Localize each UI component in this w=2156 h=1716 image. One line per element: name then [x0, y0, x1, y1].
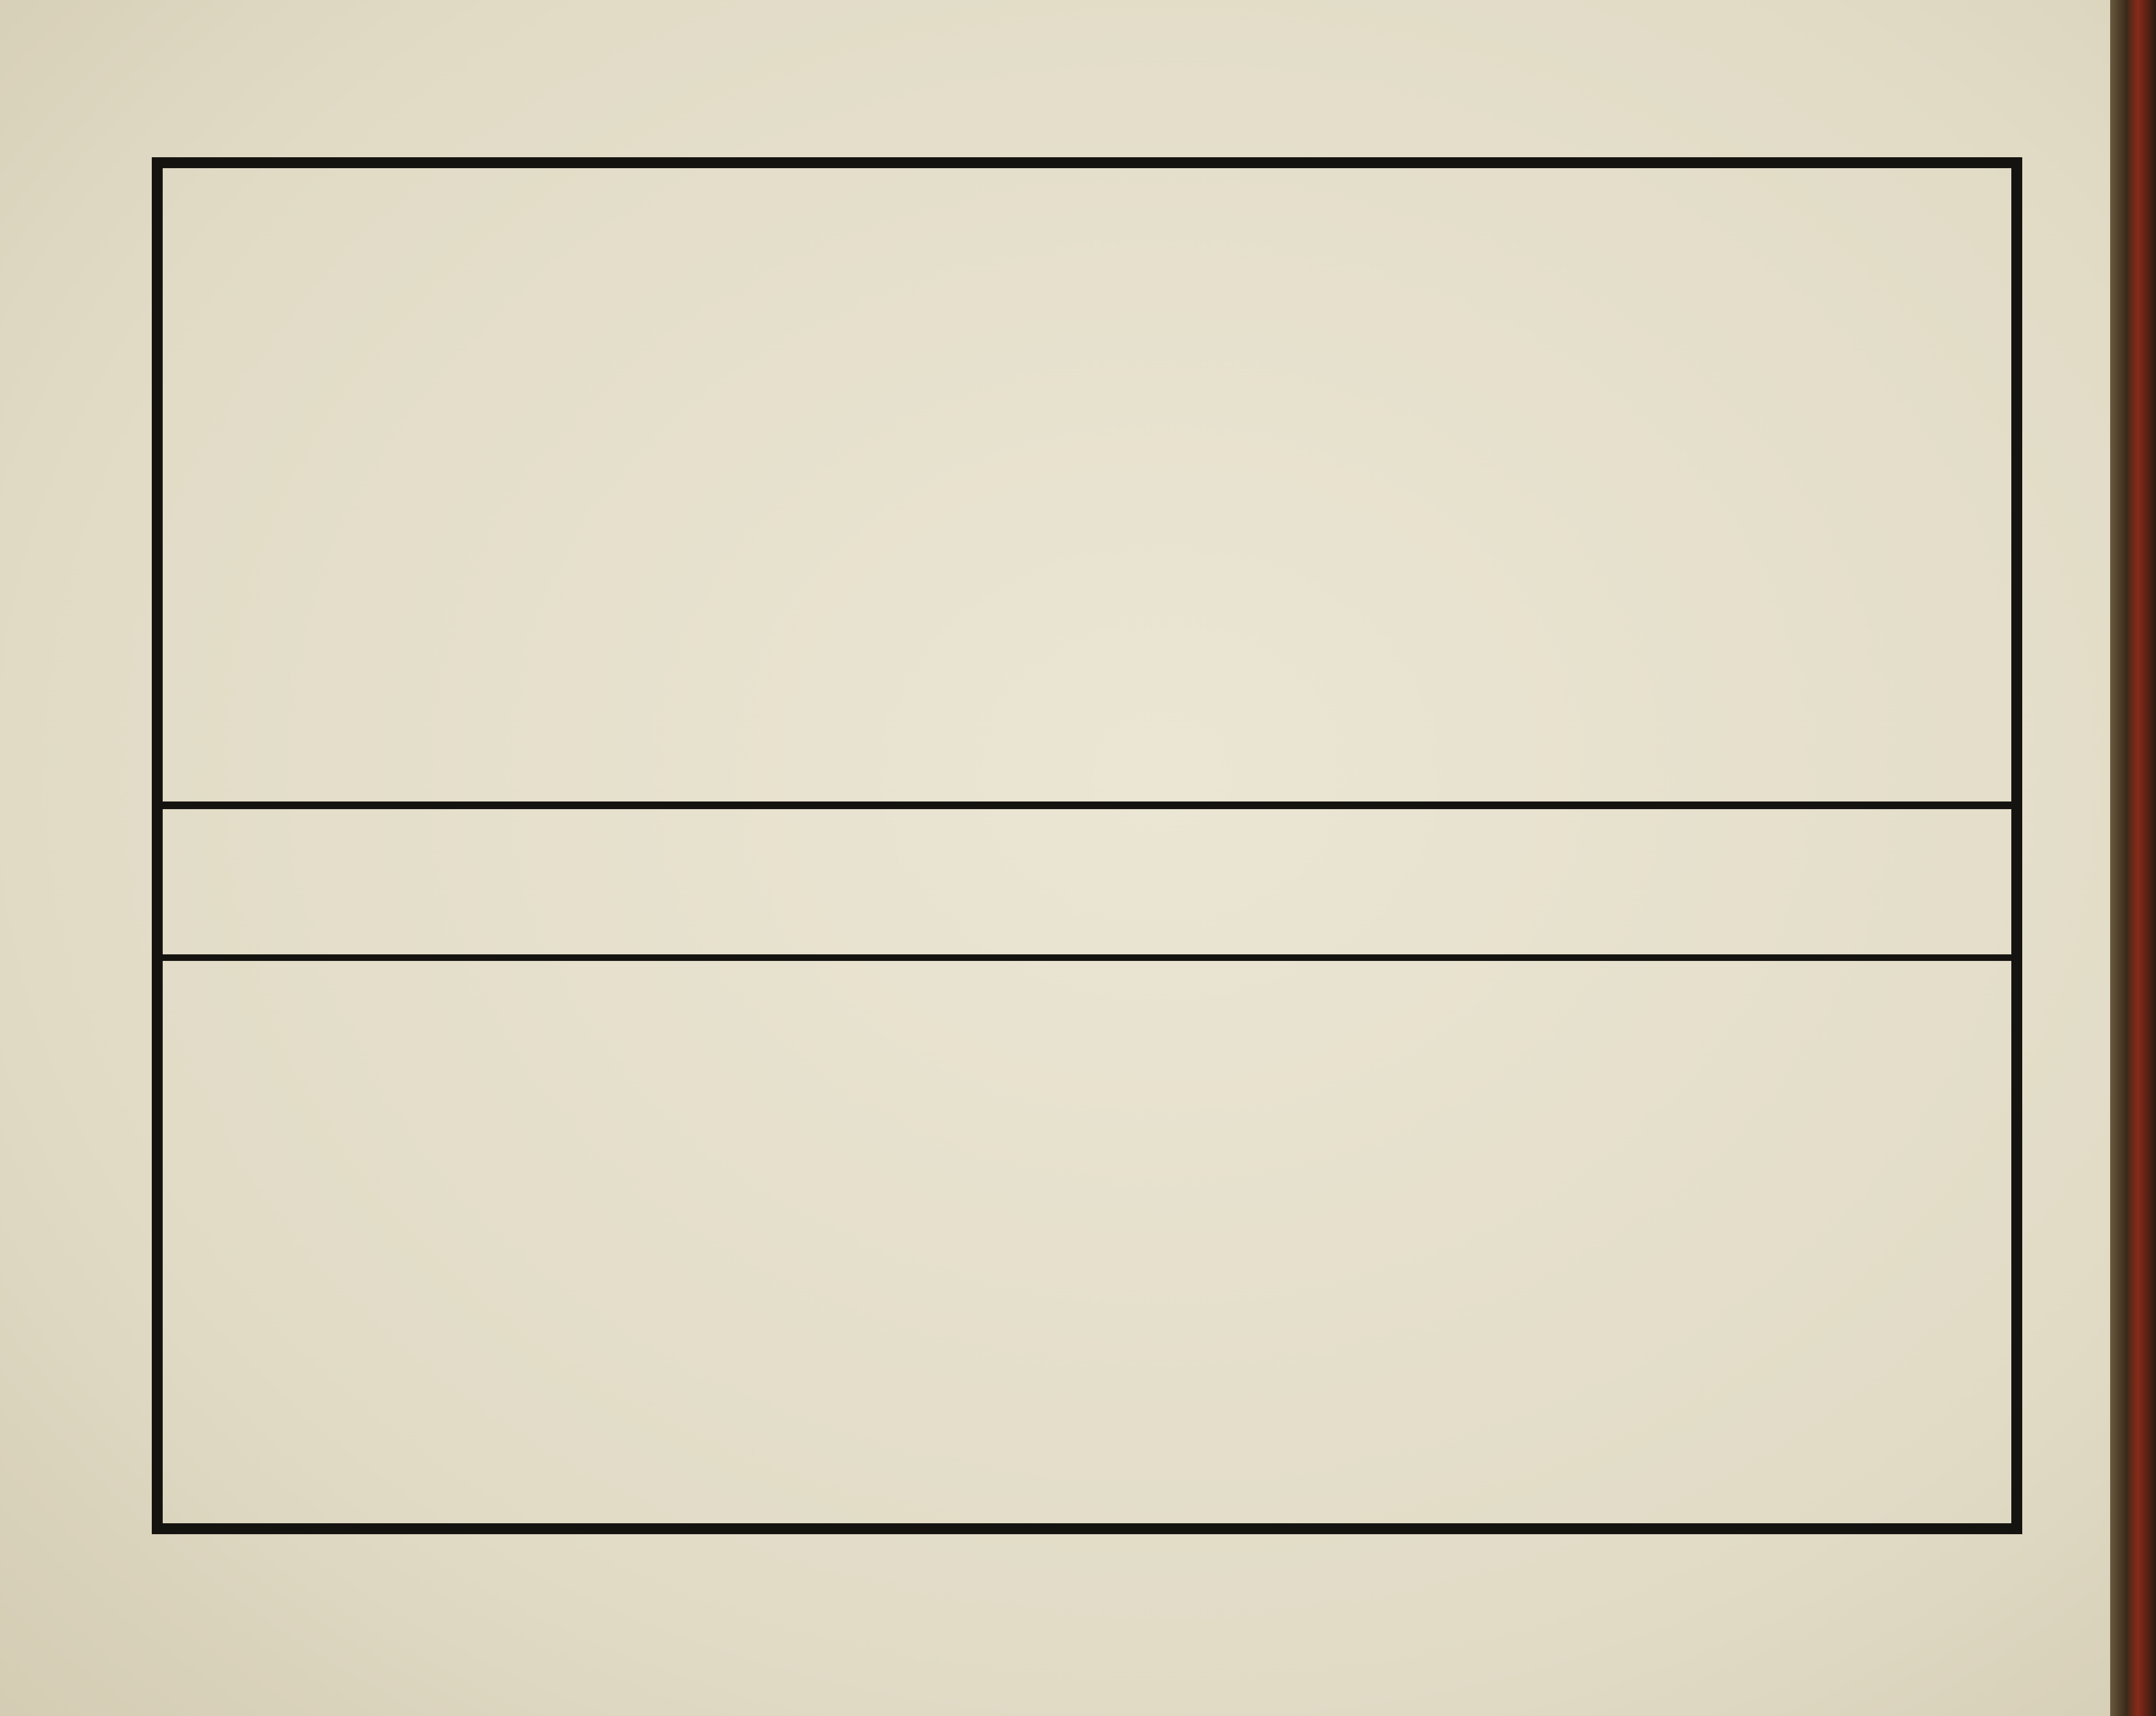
venice-banner [163, 801, 2011, 949]
venice-section [163, 954, 2011, 1530]
book-gutter [2110, 0, 2156, 1716]
table-frame [152, 157, 2022, 1534]
hungary-section [163, 168, 2011, 801]
